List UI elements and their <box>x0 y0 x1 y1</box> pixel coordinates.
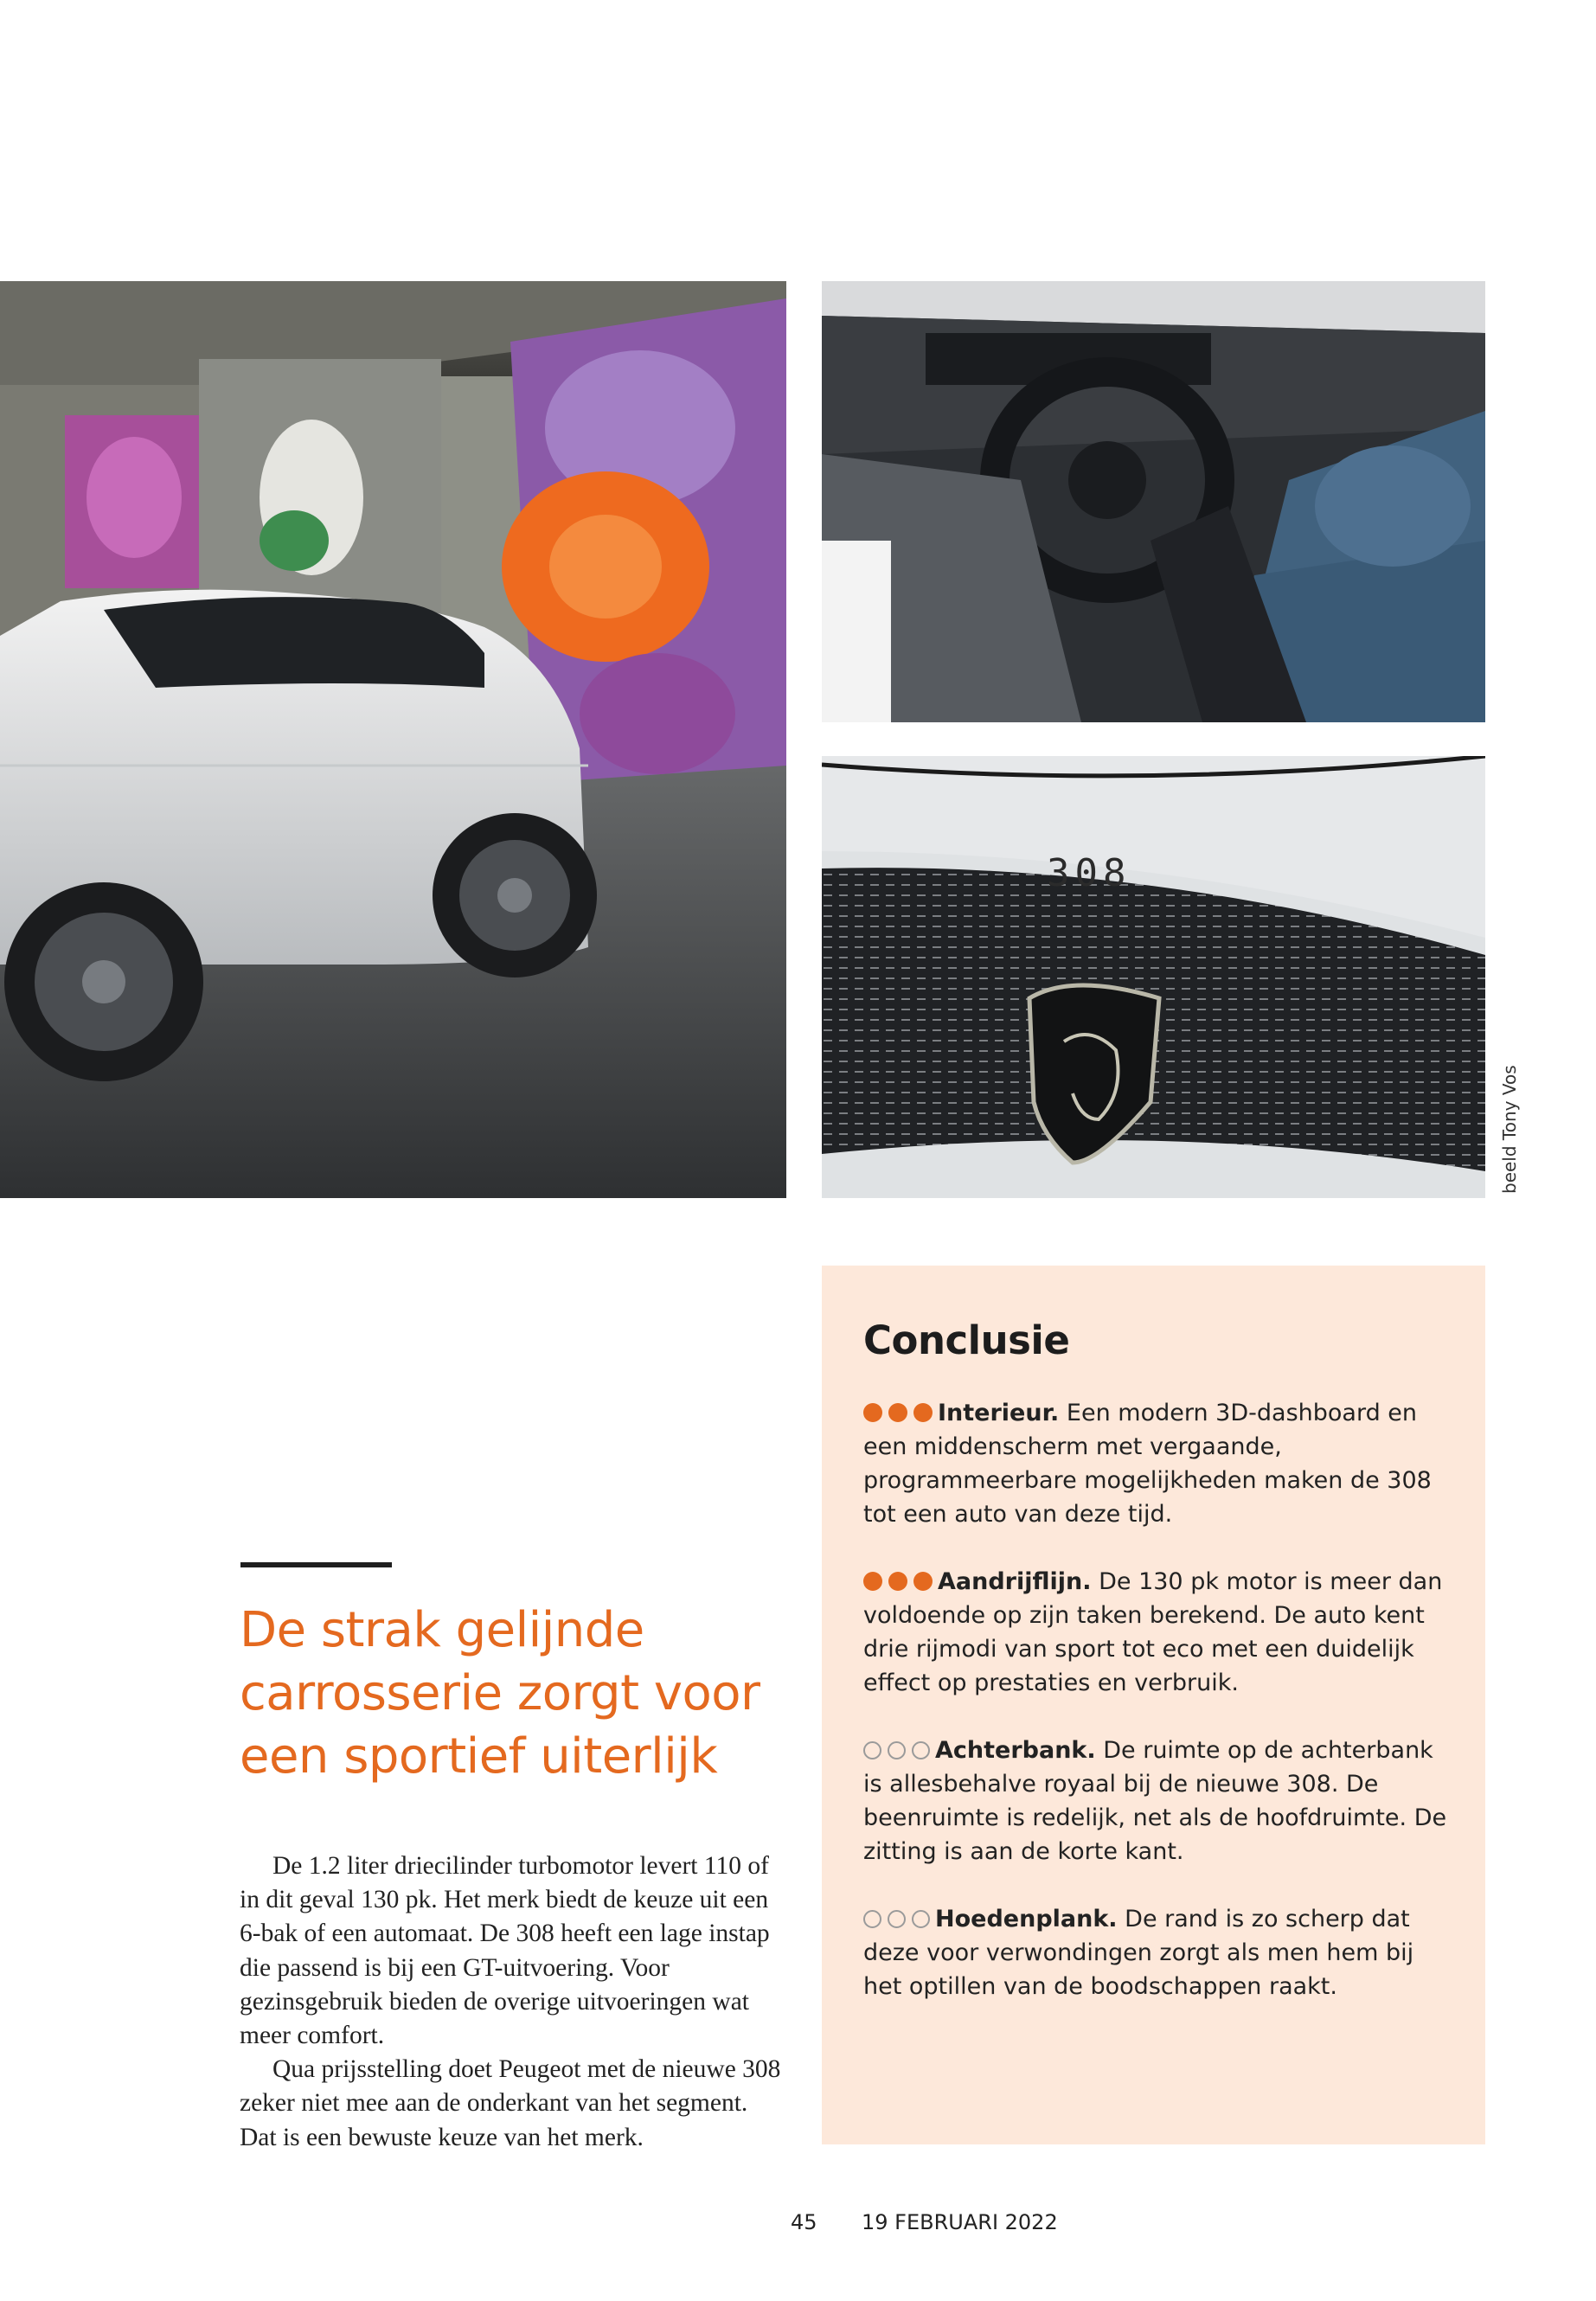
interior-photo-illustration <box>822 281 1485 722</box>
rating-dot-empty-icon <box>863 1910 881 1928</box>
car-photo-illustration <box>0 281 786 1198</box>
rating-dots <box>863 1572 933 1591</box>
rating-dot-filled-icon <box>913 1403 933 1422</box>
conclusion-item-text: De ruimte op de achterbank is allesbehalve royaal bij de nieuwe 308. De beenruimte is redelijk, net als de hoofdruimte. De zitting is aan de korte kant. <box>863 1737 1447 1865</box>
conclusion-item <box>863 1565 1451 1700</box>
rating-dot-empty-icon <box>888 1910 906 1928</box>
conclusion-list <box>863 1396 1451 2003</box>
issue-date: 19 FEBRUARI 2022 <box>862 2210 1058 2234</box>
rating-dot-filled-icon <box>913 1572 933 1591</box>
rating-dots <box>863 1910 930 1928</box>
rating-dot-empty-icon <box>863 1741 881 1759</box>
rating-dot-empty-icon <box>912 1910 930 1928</box>
photo-credit: beeld Tony Vos <box>1499 1065 1520 1194</box>
conclusion-item-text: De 130 pk motor is meer dan voldoende op zijn taken berekend. De auto kent drie rijmodi van sport tot eco met een duidelijk effect op prestaties en verbruik. <box>863 1568 1443 1696</box>
conclusion-title: Conclusie <box>863 1317 1070 1363</box>
rating-dot-filled-icon <box>863 1572 882 1591</box>
grille-badge-text: 308 <box>1047 851 1131 895</box>
conclusion-box <box>822 1266 1485 2144</box>
page-footer <box>0 2210 1596 2245</box>
rating-dot-empty-icon <box>912 1741 930 1759</box>
conclusion-item-title: Aandrijflijn. <box>938 1568 1092 1595</box>
conclusion-item-text: Een modern 3D-dashboard en een middenscherm met vergaande, programmeerbare mogelijkheden maken de 308 tot een auto van deze tijd. <box>863 1400 1432 1528</box>
conclusion-item-text: De rand is zo scherp dat deze voor verwondingen zorgt als men hem bij het optillen van de boodschappen raakt. <box>863 1906 1414 2000</box>
rating-dots <box>863 1741 930 1759</box>
rating-dot-filled-icon <box>888 1403 907 1422</box>
pull-quote: De strak gelijnde carrosserie zorgt voor een sportief uiterlijk <box>240 1602 760 1785</box>
car-photo <box>0 281 786 1198</box>
conclusion-item-title: Interieur. <box>938 1400 1060 1426</box>
conclusion-item <box>863 1902 1451 2003</box>
rating-dots <box>863 1403 933 1422</box>
rating-dot-filled-icon <box>863 1403 882 1422</box>
interior-photo <box>822 281 1485 722</box>
body-paragraph: Qua prijsstelling doet Peugeot met de nieuwe 308 zeker niet mee aan de onderkant van het segment. Dat is een bewuste keuze van het merk. <box>240 2055 781 2151</box>
grille-photo-illustration <box>822 756 1485 1198</box>
pullquote-rule <box>240 1562 392 1567</box>
grille-photo <box>822 756 1485 1198</box>
article-body <box>240 1849 786 2155</box>
conclusion-item-title: Achterbank. <box>935 1737 1096 1764</box>
conclusion-item-title: Hoedenplank. <box>935 1906 1118 1932</box>
page-number: 45 <box>791 2210 817 2234</box>
conclusion-item <box>863 1396 1451 1531</box>
rating-dot-filled-icon <box>888 1572 907 1591</box>
conclusion-item <box>863 1734 1451 1868</box>
body-paragraph: De 1.2 liter driecilinder turbomotor levert 110 of in dit geval 130 pk. Het merk biedt de keuze uit een 6-bak of een automaat. De 308 heeft een lage instap die passend is bij een GT-uitvoering. Voor gezinsgebruik bieden de overige uitvoeringen wat meer comfort. <box>240 1852 770 2050</box>
rating-dot-empty-icon <box>888 1741 906 1759</box>
